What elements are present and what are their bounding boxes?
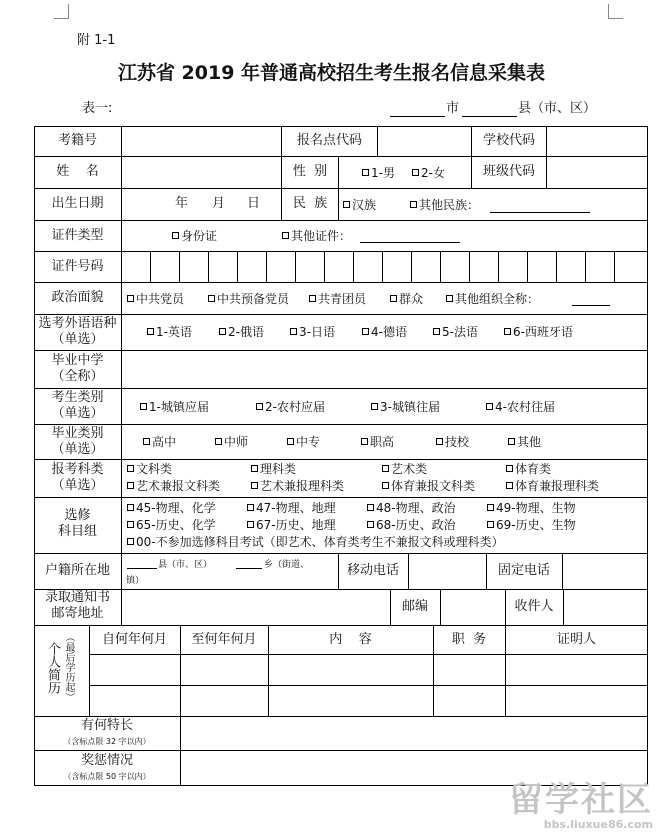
household-town-label: 乡（街道、 xyxy=(264,560,310,570)
checkbox-icon xyxy=(309,295,316,302)
id-card-option[interactable]: 身份证 xyxy=(172,228,217,244)
landline-phone-field[interactable] xyxy=(563,554,647,588)
checkbox-icon xyxy=(143,438,150,445)
school-code-label: 学校代码 xyxy=(482,133,535,148)
language-option-german[interactable]: 4-德语 xyxy=(362,324,407,340)
checkbox-icon xyxy=(127,482,134,489)
candidate-type-option-2[interactable]: 2-农村应届 xyxy=(256,399,325,415)
elective-option-68[interactable]: 68-历史、政治 xyxy=(367,517,456,533)
checkbox-icon xyxy=(256,403,263,410)
graduation-type-label: 毕业类别 xyxy=(51,426,104,441)
ethnicity-label: 民 族 xyxy=(292,196,328,211)
candidate-type-option-4[interactable]: 4-农村往届 xyxy=(486,399,555,415)
resume-content-header: 内 容 xyxy=(329,632,372,647)
elective-label: 选修 xyxy=(64,508,91,523)
resume-to-header: 至何年何月 xyxy=(191,632,257,647)
checkbox-icon xyxy=(287,438,294,445)
resume-row[interactable] xyxy=(90,686,647,715)
checkbox-icon xyxy=(390,295,397,302)
gender-label: 性 别 xyxy=(292,164,328,179)
elective-group-label: 科目组 xyxy=(57,524,97,539)
recipient-field[interactable] xyxy=(564,590,647,624)
household-county-field[interactable] xyxy=(127,568,157,569)
checkbox-icon xyxy=(140,403,147,410)
elective-option-65[interactable]: 65-历史、化学 xyxy=(127,517,216,533)
household-county-label: 县（市、区） xyxy=(158,560,213,570)
subject-option-sports-plus-arts[interactable]: 体育兼报文科类 xyxy=(382,478,475,494)
ethnicity-han-option[interactable]: 汉族 xyxy=(343,197,376,213)
checkbox-icon xyxy=(361,438,368,445)
political-other-field[interactable] xyxy=(572,305,610,306)
subject-option-art[interactable]: 艺术类 xyxy=(382,461,427,477)
birth-month-label: 月 xyxy=(212,196,226,211)
graduation-school-fullname-note: （全称） xyxy=(51,369,104,384)
landline-phone-label: 固定电话 xyxy=(497,563,550,578)
graduation-type-option-other[interactable]: 其他 xyxy=(508,434,541,450)
site-watermark xyxy=(509,781,653,831)
county-label: 县（市、区） xyxy=(518,101,597,116)
subject-option-science[interactable]: 理科类 xyxy=(251,461,296,477)
political-option-masses[interactable]: 群众 xyxy=(390,291,423,307)
graduation-school-label: 毕业中学 xyxy=(51,353,104,368)
subject-option-arts[interactable]: 文科类 xyxy=(127,461,172,477)
resume-title: 个人简历 xyxy=(45,642,60,694)
checkbox-icon xyxy=(410,201,417,208)
checkbox-icon xyxy=(486,403,493,410)
subject-option-art-plus-arts[interactable]: 艺术兼报文科类 xyxy=(127,478,220,494)
postcode-field[interactable] xyxy=(441,590,504,624)
awards-label: 奖惩情况 xyxy=(80,753,133,768)
political-status-label: 政治面貌 xyxy=(51,290,104,305)
checkbox-icon xyxy=(446,295,453,302)
political-option-probationary[interactable]: 中共预备党员 xyxy=(208,291,289,307)
subject-option-sports[interactable]: 体育类 xyxy=(506,461,551,477)
mobile-phone-label: 移动电话 xyxy=(346,563,399,578)
graduation-school-field[interactable] xyxy=(122,351,647,387)
table-label: 表一: xyxy=(82,101,113,116)
birth-year-label: 年 xyxy=(175,196,189,211)
mobile-phone-field[interactable] xyxy=(409,554,485,588)
graduation-type-option-technical[interactable]: 技校 xyxy=(436,434,469,450)
candidate-type-option-3[interactable]: 3-城镇往届 xyxy=(371,399,440,415)
checkbox-icon xyxy=(247,504,254,511)
checkbox-icon xyxy=(219,328,226,335)
foreign-language-single-choice: （单选） xyxy=(51,332,104,347)
checkbox-icon xyxy=(362,328,369,335)
other-id-field[interactable] xyxy=(360,242,460,243)
checkbox-icon xyxy=(367,504,374,511)
elective-option-48[interactable]: 48-物理、政治 xyxy=(367,500,456,516)
checkbox-icon xyxy=(367,521,374,528)
class-code-field[interactable] xyxy=(547,157,647,187)
watermark-url: bbs.liuxue86.com xyxy=(543,818,653,831)
checkbox-icon xyxy=(343,201,350,208)
mailing-address-label-cont: 邮寄地址 xyxy=(51,606,104,621)
gender-female-option[interactable]: 2-女 xyxy=(412,165,445,181)
elective-option-45[interactable]: 45-物理、化学 xyxy=(127,500,216,516)
checkbox-icon xyxy=(504,328,511,335)
household-town-label-cont: 镇） xyxy=(126,576,145,586)
subject-category-label: 报考科类 xyxy=(51,462,104,477)
checkbox-icon xyxy=(412,169,419,176)
talent-field[interactable] xyxy=(181,717,647,749)
registration-code-field[interactable] xyxy=(378,127,470,155)
elective-option-49[interactable]: 49-物理、生物 xyxy=(487,500,576,516)
resume-row[interactable] xyxy=(90,655,647,684)
exam-number-label: 考籍号 xyxy=(57,133,97,148)
graduation-type-single-choice: （单选） xyxy=(51,442,104,457)
name-field[interactable] xyxy=(122,157,280,187)
birth-day-label: 日 xyxy=(247,196,261,211)
mailing-address-field[interactable] xyxy=(122,590,389,624)
watermark-brand: 留学社区 xyxy=(509,780,653,820)
checkbox-icon xyxy=(506,482,513,489)
graduation-type-option-secondary[interactable]: 中专 xyxy=(287,434,320,450)
political-option-league[interactable]: 共青团员 xyxy=(309,291,366,307)
resume-witness-header: 证明人 xyxy=(556,632,596,647)
gender-male-option[interactable]: 1-男 xyxy=(362,165,395,181)
checkbox-icon xyxy=(290,328,297,335)
checkbox-icon xyxy=(251,465,258,472)
checkbox-icon xyxy=(487,504,494,511)
checkbox-icon xyxy=(433,328,440,335)
language-option-french[interactable]: 5-法语 xyxy=(433,324,478,340)
household-town-field[interactable] xyxy=(236,568,262,569)
checkbox-icon xyxy=(208,295,215,302)
elective-option-47[interactable]: 47-物理、地理 xyxy=(247,500,336,516)
birth-date-label: 出生日期 xyxy=(51,196,104,211)
talent-note: （含标点限 32 字以内） xyxy=(63,737,151,746)
checkbox-icon xyxy=(127,538,134,545)
political-option-other[interactable]: 其他组织全称： xyxy=(446,291,539,307)
postcode-label: 邮编 xyxy=(401,599,428,614)
checkbox-icon xyxy=(251,482,258,489)
language-option-japanese[interactable]: 3-日语 xyxy=(290,324,335,340)
checkbox-icon xyxy=(127,295,134,302)
mailing-address-label: 录取通知书 xyxy=(44,590,110,605)
exam-number-field[interactable] xyxy=(122,127,280,155)
subject-category-single-choice: （单选） xyxy=(51,478,104,493)
checkbox-icon xyxy=(382,482,389,489)
graduation-type-option-highschool[interactable]: 高中 xyxy=(143,434,176,450)
checkbox-icon xyxy=(247,521,254,528)
attachment-label: 附 1-1 xyxy=(77,33,116,48)
checkbox-icon xyxy=(127,465,134,472)
name-label: 姓 名 xyxy=(56,164,99,179)
checkbox-icon xyxy=(508,438,515,445)
resume-from-header: 自何年何月 xyxy=(101,632,167,647)
graduation-type-option-vocational[interactable]: 职高 xyxy=(361,434,394,450)
recipient-label: 收件人 xyxy=(514,599,554,614)
checkbox-icon xyxy=(487,521,494,528)
checkbox-icon xyxy=(382,465,389,472)
household-register-label: 户籍所在地 xyxy=(44,563,110,578)
checkbox-icon xyxy=(215,438,222,445)
talent-label: 有何特长 xyxy=(80,718,133,733)
checkbox-icon xyxy=(282,232,289,239)
graduation-type-option-normal[interactable]: 中师 xyxy=(215,434,248,450)
language-option-spanish[interactable]: 6-西班牙语 xyxy=(504,324,573,340)
checkbox-icon xyxy=(127,504,134,511)
class-code-label: 班级代码 xyxy=(482,164,535,179)
city-label: 市 xyxy=(446,101,460,116)
resume-label xyxy=(40,632,88,712)
other-ethnicity-field[interactable] xyxy=(490,212,590,213)
ethnicity-other-option[interactable]: 其他民族： xyxy=(410,197,479,213)
school-code-field[interactable] xyxy=(547,127,647,155)
checkbox-icon xyxy=(371,403,378,410)
checkbox-icon xyxy=(362,169,369,176)
subject-option-art-plus-science[interactable]: 艺术兼报理科类 xyxy=(251,478,344,494)
crop-mark-top-right xyxy=(608,4,623,19)
other-id-option[interactable]: 其他证件： xyxy=(282,228,351,244)
checkbox-icon xyxy=(147,328,154,335)
checkbox-icon xyxy=(506,465,513,472)
elective-option-69[interactable]: 69-历史、生物 xyxy=(487,517,576,533)
registration-code-label: 报名点代码 xyxy=(296,133,362,148)
resume-note: （最后学历起） xyxy=(63,632,74,702)
checkbox-icon xyxy=(127,521,134,528)
elective-option-67[interactable]: 67-历史、地理 xyxy=(247,517,336,533)
candidate-type-label: 考生类别 xyxy=(51,390,104,405)
candidate-type-single-choice: （单选） xyxy=(51,406,104,421)
subject-option-sports-plus-science[interactable]: 体育兼报理科类 xyxy=(506,478,599,494)
candidate-type-option-1[interactable]: 1-城镇应届 xyxy=(140,399,209,415)
elective-option-00[interactable]: 00-不参加选修科目考试（即艺术、体育类考生不兼报文科或理科类） xyxy=(127,534,504,550)
id-number-label: 证件号码 xyxy=(51,259,104,274)
checkbox-icon xyxy=(436,438,443,445)
language-option-russian[interactable]: 2-俄语 xyxy=(219,324,264,340)
foreign-language-label: 选考外语语种 xyxy=(38,316,117,331)
crop-mark-top-left xyxy=(54,4,69,19)
form-title: 江苏省 2019 年普通高校招生考生报名信息采集表 xyxy=(117,62,546,84)
awards-note: （含标点限 50 字以内） xyxy=(63,772,151,781)
id-type-label: 证件类型 xyxy=(51,228,104,243)
political-option-party-member[interactable]: 中共党员 xyxy=(127,291,184,307)
language-option-english[interactable]: 1-英语 xyxy=(147,324,192,340)
resume-position-header: 职 务 xyxy=(451,632,487,647)
checkbox-icon xyxy=(172,232,179,239)
